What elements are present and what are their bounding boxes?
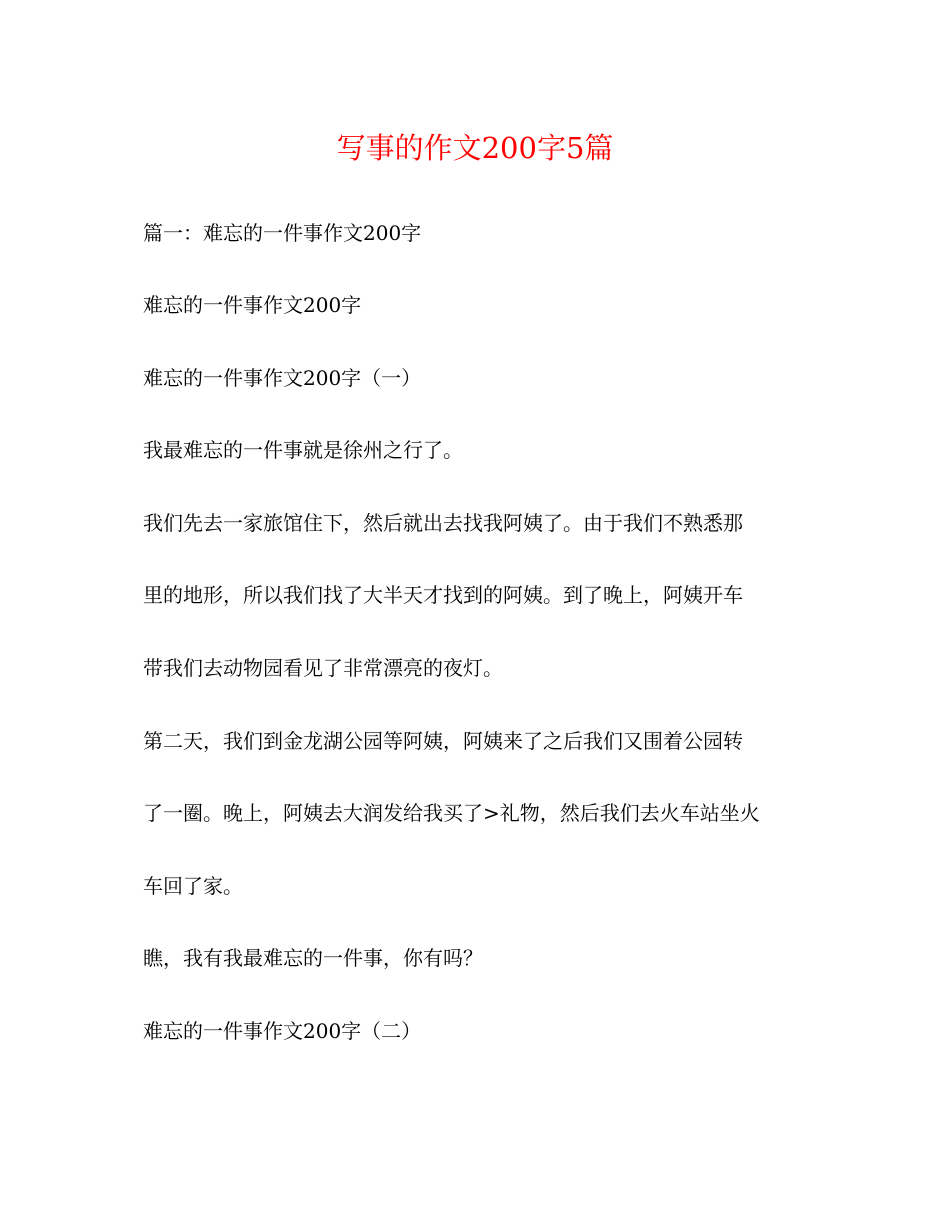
essay-title: 难忘的一件事作文200字: [143, 293, 362, 317]
essay-subtitle: 难忘的一件事作文200字（二）: [143, 1019, 422, 1043]
document-title: 写事的作文200字5篇: [336, 131, 614, 165]
paragraph-line: 车回了家。: [143, 874, 243, 898]
paragraph-line: 带我们去动物园看见了非常漂亮的夜灯。: [143, 656, 503, 680]
section-heading: 篇一：难忘的一件事作文200字: [143, 221, 422, 245]
paragraph-line: 第二天，我们到金龙湖公园等阿姨，阿姨来了之后我们又围着公园转: [143, 729, 743, 753]
paragraph-line: 里的地形，所以我们找了大半天才找到的阿姨。到了晚上，阿姨开车: [143, 583, 743, 607]
paragraph-line: 我们先去一家旅馆住下，然后就出去找我阿姨了。由于我们不熟悉那: [143, 511, 743, 535]
paragraph-line: 了一圈。晚上，阿姨去大润发给我买了>礼物，然后我们去火车站坐火: [143, 801, 760, 825]
essay-subtitle: 难忘的一件事作文200字（一）: [143, 366, 422, 390]
paragraph-line: 我最难忘的一件事就是徐州之行了。: [143, 438, 463, 462]
paragraph-line: 瞧，我有我最难忘的一件事，你有吗？: [143, 946, 483, 970]
